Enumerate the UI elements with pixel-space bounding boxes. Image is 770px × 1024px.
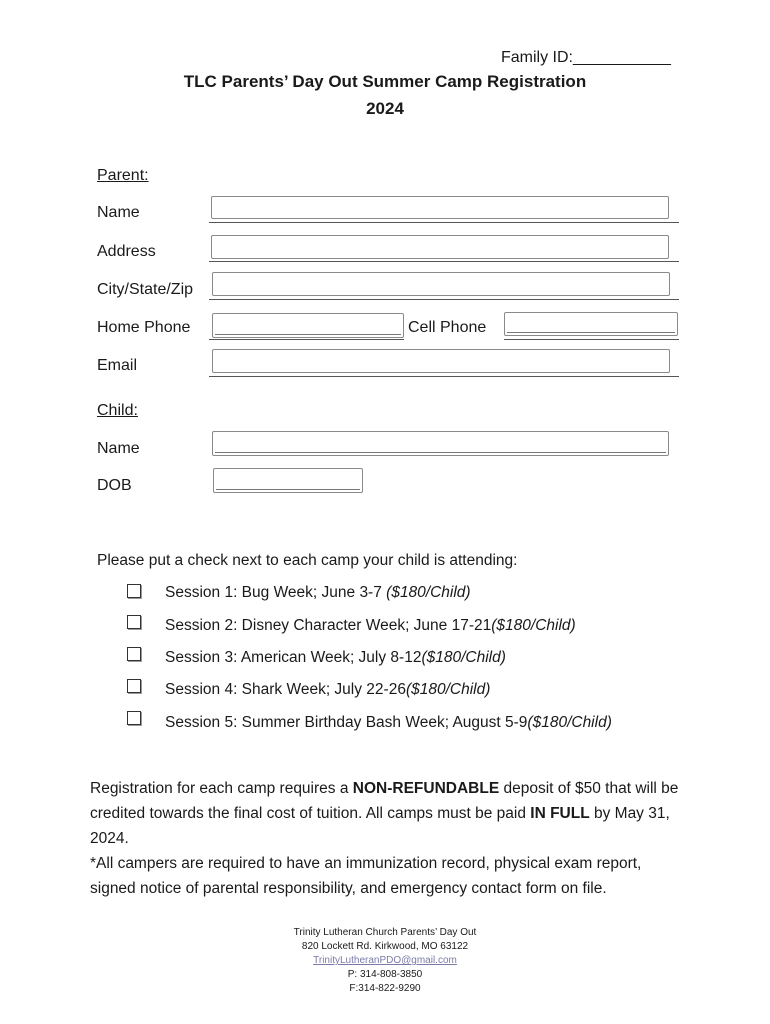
parent-name-label: Name bbox=[97, 204, 140, 221]
address-field[interactable] bbox=[211, 235, 669, 259]
parent-section-label: Parent: bbox=[97, 167, 149, 184]
session-3-checkbox[interactable] bbox=[127, 647, 141, 661]
child-section-label: Child: bbox=[97, 402, 138, 419]
home-phone-underline bbox=[209, 339, 404, 340]
home-phone-label: Home Phone bbox=[97, 319, 191, 336]
session-5-label: Session 5: Summer Birthday Bash Week; August 5-9($180/Child) bbox=[165, 714, 612, 731]
email-underline bbox=[209, 376, 679, 377]
city-state-zip-label: City/State/Zip bbox=[97, 281, 194, 298]
address-underline bbox=[209, 261, 679, 262]
footer-email-link[interactable]: TrinityLutheranPDO@gmail.com bbox=[313, 955, 457, 966]
footer-org: Trinity Lutheran Church Parents’ Day Out bbox=[293, 927, 477, 938]
session-1-checkbox[interactable] bbox=[127, 584, 141, 598]
city-state-zip-underline bbox=[209, 299, 679, 300]
dob-label: DOB bbox=[97, 477, 132, 494]
email-field[interactable] bbox=[212, 349, 670, 373]
cell-phone-label: Cell Phone bbox=[408, 319, 487, 336]
form-title: TLC Parents’ Day Out Summer Camp Registration bbox=[183, 72, 587, 91]
parent-name-field[interactable] bbox=[211, 196, 669, 219]
city-state-zip-field[interactable] bbox=[212, 272, 670, 296]
camper-requirements: *All campers are required to have an immunization record, physical exam report, signed notice of parental responsibility, and emergency contact form on file. bbox=[90, 855, 642, 897]
footer-fax: F:314-822-9290 bbox=[349, 983, 421, 994]
address-label: Address bbox=[97, 243, 156, 260]
footer bbox=[0, 926, 770, 996]
footer-address: 820 Lockett Rd. Kirkwood, MO 63122 bbox=[301, 941, 469, 952]
family-id-field[interactable]: Family ID:___________ bbox=[501, 49, 671, 66]
home-phone-field[interactable] bbox=[212, 313, 404, 338]
session-3-label: Session 3: American Week; July 8-12($180/Child) bbox=[165, 649, 506, 666]
session-instruction: Please put a check next to each camp your child is attending: bbox=[97, 552, 518, 569]
email-label: Email bbox=[97, 357, 138, 374]
child-name-label: Name bbox=[97, 440, 140, 457]
parent-name-underline bbox=[209, 222, 679, 223]
session-4-label: Session 4: Shark Week; July 22-26($180/Child) bbox=[165, 681, 491, 698]
deposit-policy: Registration for each camp requires a NON-REFUNDABLE deposit of $50 that will be credited towards the final cost of tuition. All camps must be paid IN FULL by May 31, 2024. bbox=[90, 780, 679, 847]
form-year: 2024 bbox=[366, 99, 404, 118]
session-4-checkbox[interactable] bbox=[127, 679, 141, 693]
dob-field[interactable] bbox=[213, 468, 363, 493]
session-2-checkbox[interactable] bbox=[127, 615, 141, 629]
session-5-checkbox[interactable] bbox=[127, 711, 141, 725]
cell-phone-field[interactable] bbox=[504, 312, 678, 336]
cell-phone-underline bbox=[504, 339, 679, 340]
footer-phone: P: 314-808-3850 bbox=[347, 969, 423, 980]
session-1-label: Session 1: Bug Week; June 3-7 ($180/Child) bbox=[165, 584, 471, 601]
child-name-field[interactable] bbox=[212, 431, 669, 456]
session-2-label: Session 2: Disney Character Week; June 17-21($180/Child) bbox=[165, 617, 576, 634]
